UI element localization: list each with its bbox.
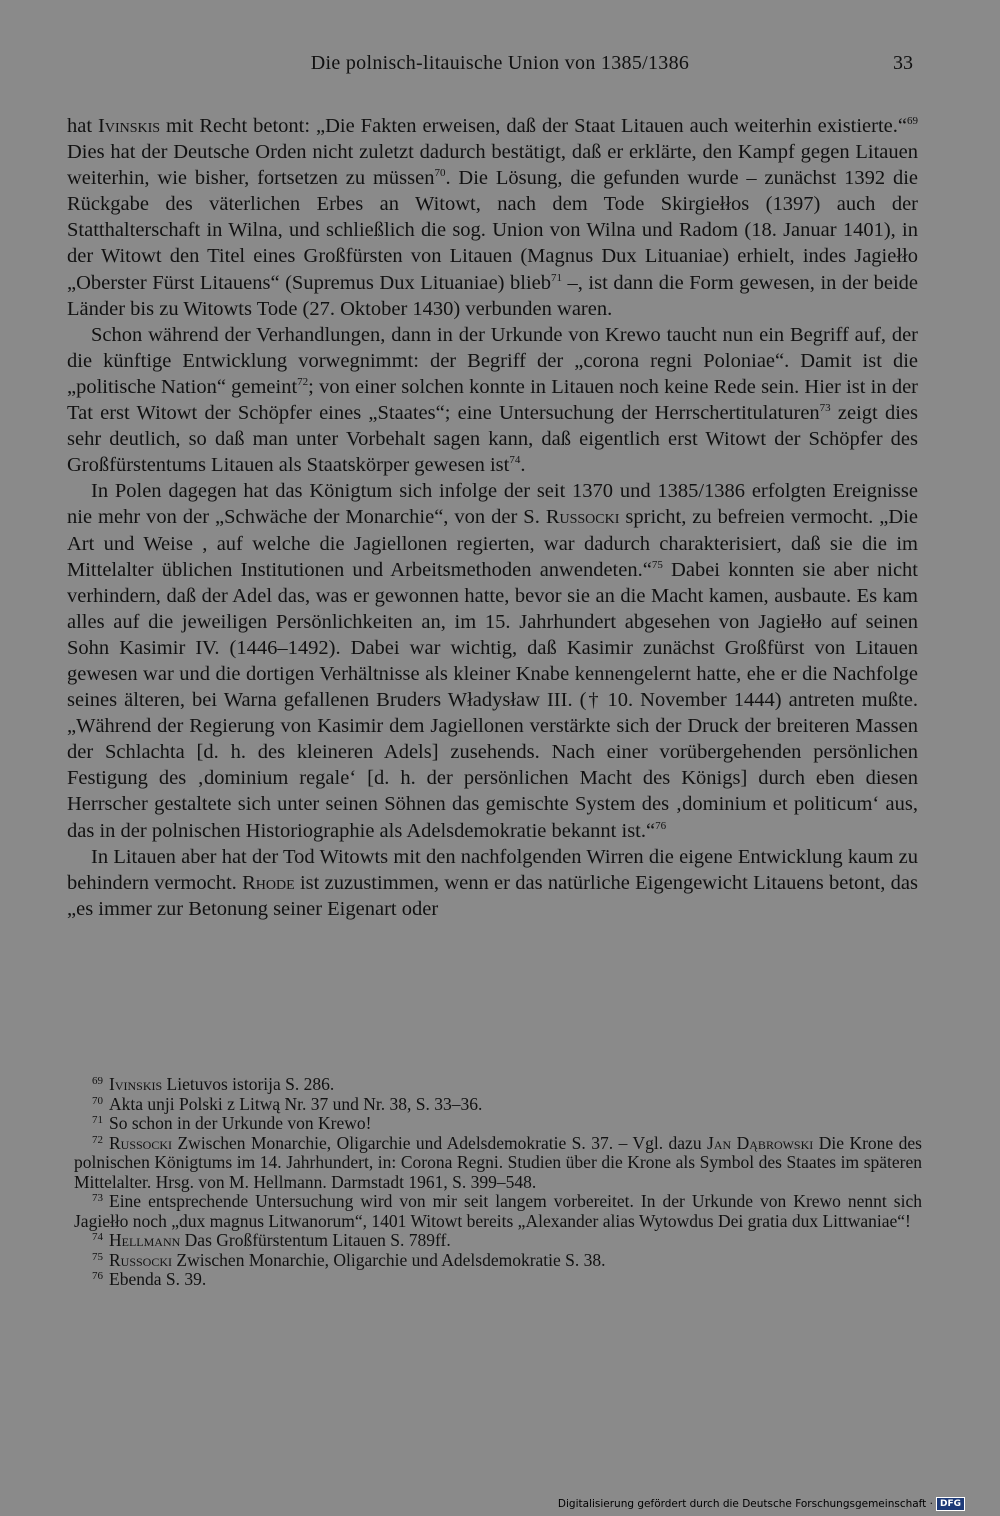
footnote-75: $^{75}$ Russocki Zwischen Monarchie, Oligarchie und Adelsdemokratie S. 38. [92,1249,606,1270]
paragraph-2: Schon während der Verhandlungen, dann in der Urkunde von Krewo taucht nun ein Begriff auf, der die künftige Entwicklung vorwegnimmt: der Begriff der „corona regni Poloniae“. Damit ist die „politische Nation“ gemeint$^{72}$; von einer solchen konnte in Litauen noch keine Rede sein. Hier ist in der Tat erst Witowt der Schöpfer eines „Staates“; eine Untersuchung der Herrschertitulaturen$^{73}$ zeigt dies sehr deutlich, so daß man unter Vorbehalt sagen kann, daß eigentlich erst Witowt der Schöpfer des Großfürstentums Litauen als Staatskörper gewesen ist$^{74}$. [67,323,918,477]
author-name: Rhode [242,871,295,894]
footnote-ref: 75 [651,558,663,571]
footnote-ref: 70 [434,167,446,180]
footnote-70: $^{70}$ Akta unji Polski z Litwą Nr. 37 und Nr. 38, S. 33–36. [92,1093,483,1114]
paragraph-3: In Polen dagegen hat das Königtum sich infolge der seit 1370 und 1385/1386 erfolgten Ereignisse nie mehr von der „Schwäche der Monarchie“, von der S. Russocki spricht, zu befreien vermocht. „Die Art und Weise , auf welche die Jagiellonen regierten, war dadurch charakterisiert, daß sie die im Mittelalter üblichen Institutionen und Arbeitsmethoden anwendeten.“$^{75}$ Dabei konnten sie aber nicht verhindern, daß der Adel das, was er gewonnen hatte, bevor sie an die Macht kamen, ausbaute. Es kam alles auf die jeweiligen Persönlichkeiten an, im 15. Jahrhundert abgesehen von Jagiełło auf seinen Sohn Kasimir IV. (1446–1492). Dabei war wichtig, daß Kasimir zunächst Großfürst von Litauen gewesen war und die dortigen Verhältnisse als kleiner Knabe kennengelernt hatte, ehe er die Nachfolge seines älteren, bei Warna gefallenen Bruders Władysław III. († 10. November 1444) antreten mußte. „Während der Regierung von Kasimir dem Jagiellonen verstärkte sich der Druck der breiteren Massen der Schlachta [d. h. des kleineren Adels] zusehends. Nach einer vorübergehenden persönlichen Festigung des ‚dominium regale‘ [d. h. der persönlichen Macht des Königs] durch eben diesen Herrscher gestaltete sich unter seinen Söhnen das gemischte System des ‚dominium et politicum‘ aus, das in der polnischen Historiographie als Adelsdemokratie bekannt ist.“$^{76}$ [67,480,919,842]
digitization-credit [558,1497,965,1511]
footnote-71: $^{71}$ So schon in der Urkunde von Krewo! [92,1113,372,1133]
footnote-ref: 72 [297,375,309,388]
footnote-ref: 74 [509,454,521,467]
author-name: Russocki [545,506,620,529]
paragraph-4: In Litauen aber hat der Tod Witowts mit den nachfolgenden Wirren die eigene Entwicklung kaum zu behindern vermocht. Rhode ist zuzustimmen, wenn er das natürliche Eigengewicht Litauens betont, das „es immer zur Betonung seiner Eigenart oder [67,845,918,920]
footnote-72: $^{72}$ Russocki Zwischen Monarchie, Oligarchie und Adelsdemokratie S. 37. – Vgl. dazu Jan Dąbrowski Die Krone des polnischen Königtums im 14. Jahrhundert, in: Corona Regni. Studien über die Krone als Symbol des Staates im späteren Mittelalter. Hrsg. von M. Hellmann. Darmstadt 1961, S. 399–548. [74,1132,922,1192]
footnote-ref: 69 [907,115,919,127]
credit-text: Digitalisierung gefördert durch die Deutsche Forschungsgemeinschaft · [557,1498,933,1510]
footnote-73: $^{73}$ Eine entsprechende Untersuchung wird von mir seit langem vorbereitet. In der Urkunde von Krewo nennt sich Jagiełło noch „dux magnus Litwanorum“, 1401 Witowt bereits „Alexander alias Wytowdus Dei gratia dux Littwaniae“! [74,1191,922,1231]
main-text [67,113,918,922]
running-header: Die polnisch-litauische Union von 1385/1386 [310,52,690,74]
footnote-74: $^{74}$ Hellmann Das Großfürstentum Litauen S. 789ff. [92,1230,451,1250]
footnote-ref: 76 [655,819,667,832]
dfg-logo-icon: DFG [936,1497,965,1511]
author-name: Ivinskis [98,115,161,137]
footnote-76: $^{76}$ Ebenda S. 39. [92,1269,207,1289]
footnote-69: $^{69}$ Ivinskis Lietuvos istorija S. 286. [92,1074,335,1094]
footnotes [74,1075,922,1290]
paragraph-1: hat Ivinskis mit Recht betont: „Die Fakten erweisen, daß der Staat Litauen auch weiterhin existierte.“$^{69}$ Dies hat der Deutsche Orden nicht zuletzt dadurch bestätigt, daß er erklärte, den Kampf gegen Litauen weiterhin, wie bisher, fortsetzen zu müssen$^{70}$. Die Lösung, die gefunden wurde – zunächst 1392 die Rückgabe des väterlichen Erbes an Witowt, nach dem Tode Skirgiełłos (1397) auch der Statthalterschaft in Wilna, und schließlich die sog. Union von Wilna und Radom (18. Januar 1401), in der Witowt den Titel eines Großfürsten von Litauen (Magnus Dux Lituaniae) erhielt, indes Jagiełło „Oberster Fürst Litauens“ (Supremus Dux Lituaniae) blieb$^{71}$ –, ist dann die Form gewesen, in der beide Länder bis zu Witowts Tode (27. Oktober 1430) verbunden waren. [67,115,919,320]
footnote-ref: 71 [551,271,563,284]
page-number: 33 [893,52,913,74]
footnote-ref: 73 [819,402,831,415]
